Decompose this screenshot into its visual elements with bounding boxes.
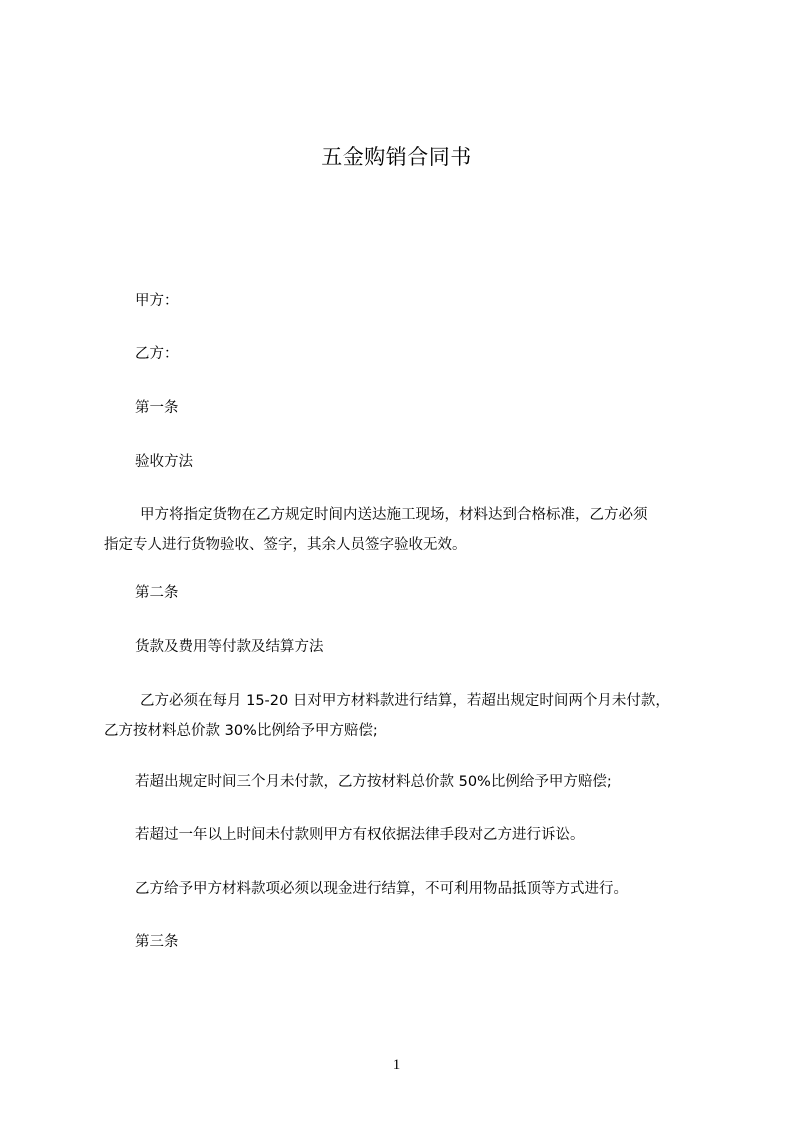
paragraph-line: 指定专人进行货物验收、签字，其余人员签字验收无效。	[104, 537, 467, 553]
article-2-paragraph	[104, 686, 724, 746]
clause-cash-settlement: 乙方给予甲方材料款项必须以现金进行结算，不可利用物品抵顶等方式进行。	[135, 881, 628, 897]
article-2-heading: 第二条	[135, 585, 179, 601]
page-number: 1	[392, 1057, 401, 1073]
article-1-paragraph	[104, 500, 724, 560]
paragraph-line	[104, 686, 724, 716]
paragraph-text: 乙方必须在每月 15-20 日对甲方材料款进行结算，若超出规定时间两个月未付款，	[140, 693, 670, 709]
party-b-label: 乙方：	[135, 346, 179, 362]
article-1-subheading: 验收方法	[135, 454, 193, 470]
paragraph-line: 乙方按材料总价款 30%比例给予甲方赔偿;	[104, 723, 378, 739]
article-3-heading: 第三条	[135, 934, 179, 950]
article-2-subheading: 货款及费用等付款及结算方法	[135, 639, 324, 655]
document-title: 五金购销合同书	[321, 145, 472, 169]
paragraph-text: 甲方将指定货物在乙方规定时间内送达施工现场，材料达到合格标准，乙方必须	[140, 507, 648, 523]
article-1-heading: 第一条	[135, 400, 179, 416]
clause-three-months: 若超出规定时间三个月未付款，乙方按材料总价款 50%比例给予甲方赔偿;	[135, 774, 612, 790]
clause-one-year: 若超过一年以上时间未付款则甲方有权依据法律手段对乙方进行诉讼。	[135, 827, 585, 843]
paragraph-line	[104, 500, 724, 530]
party-a-label: 甲方：	[135, 293, 179, 309]
